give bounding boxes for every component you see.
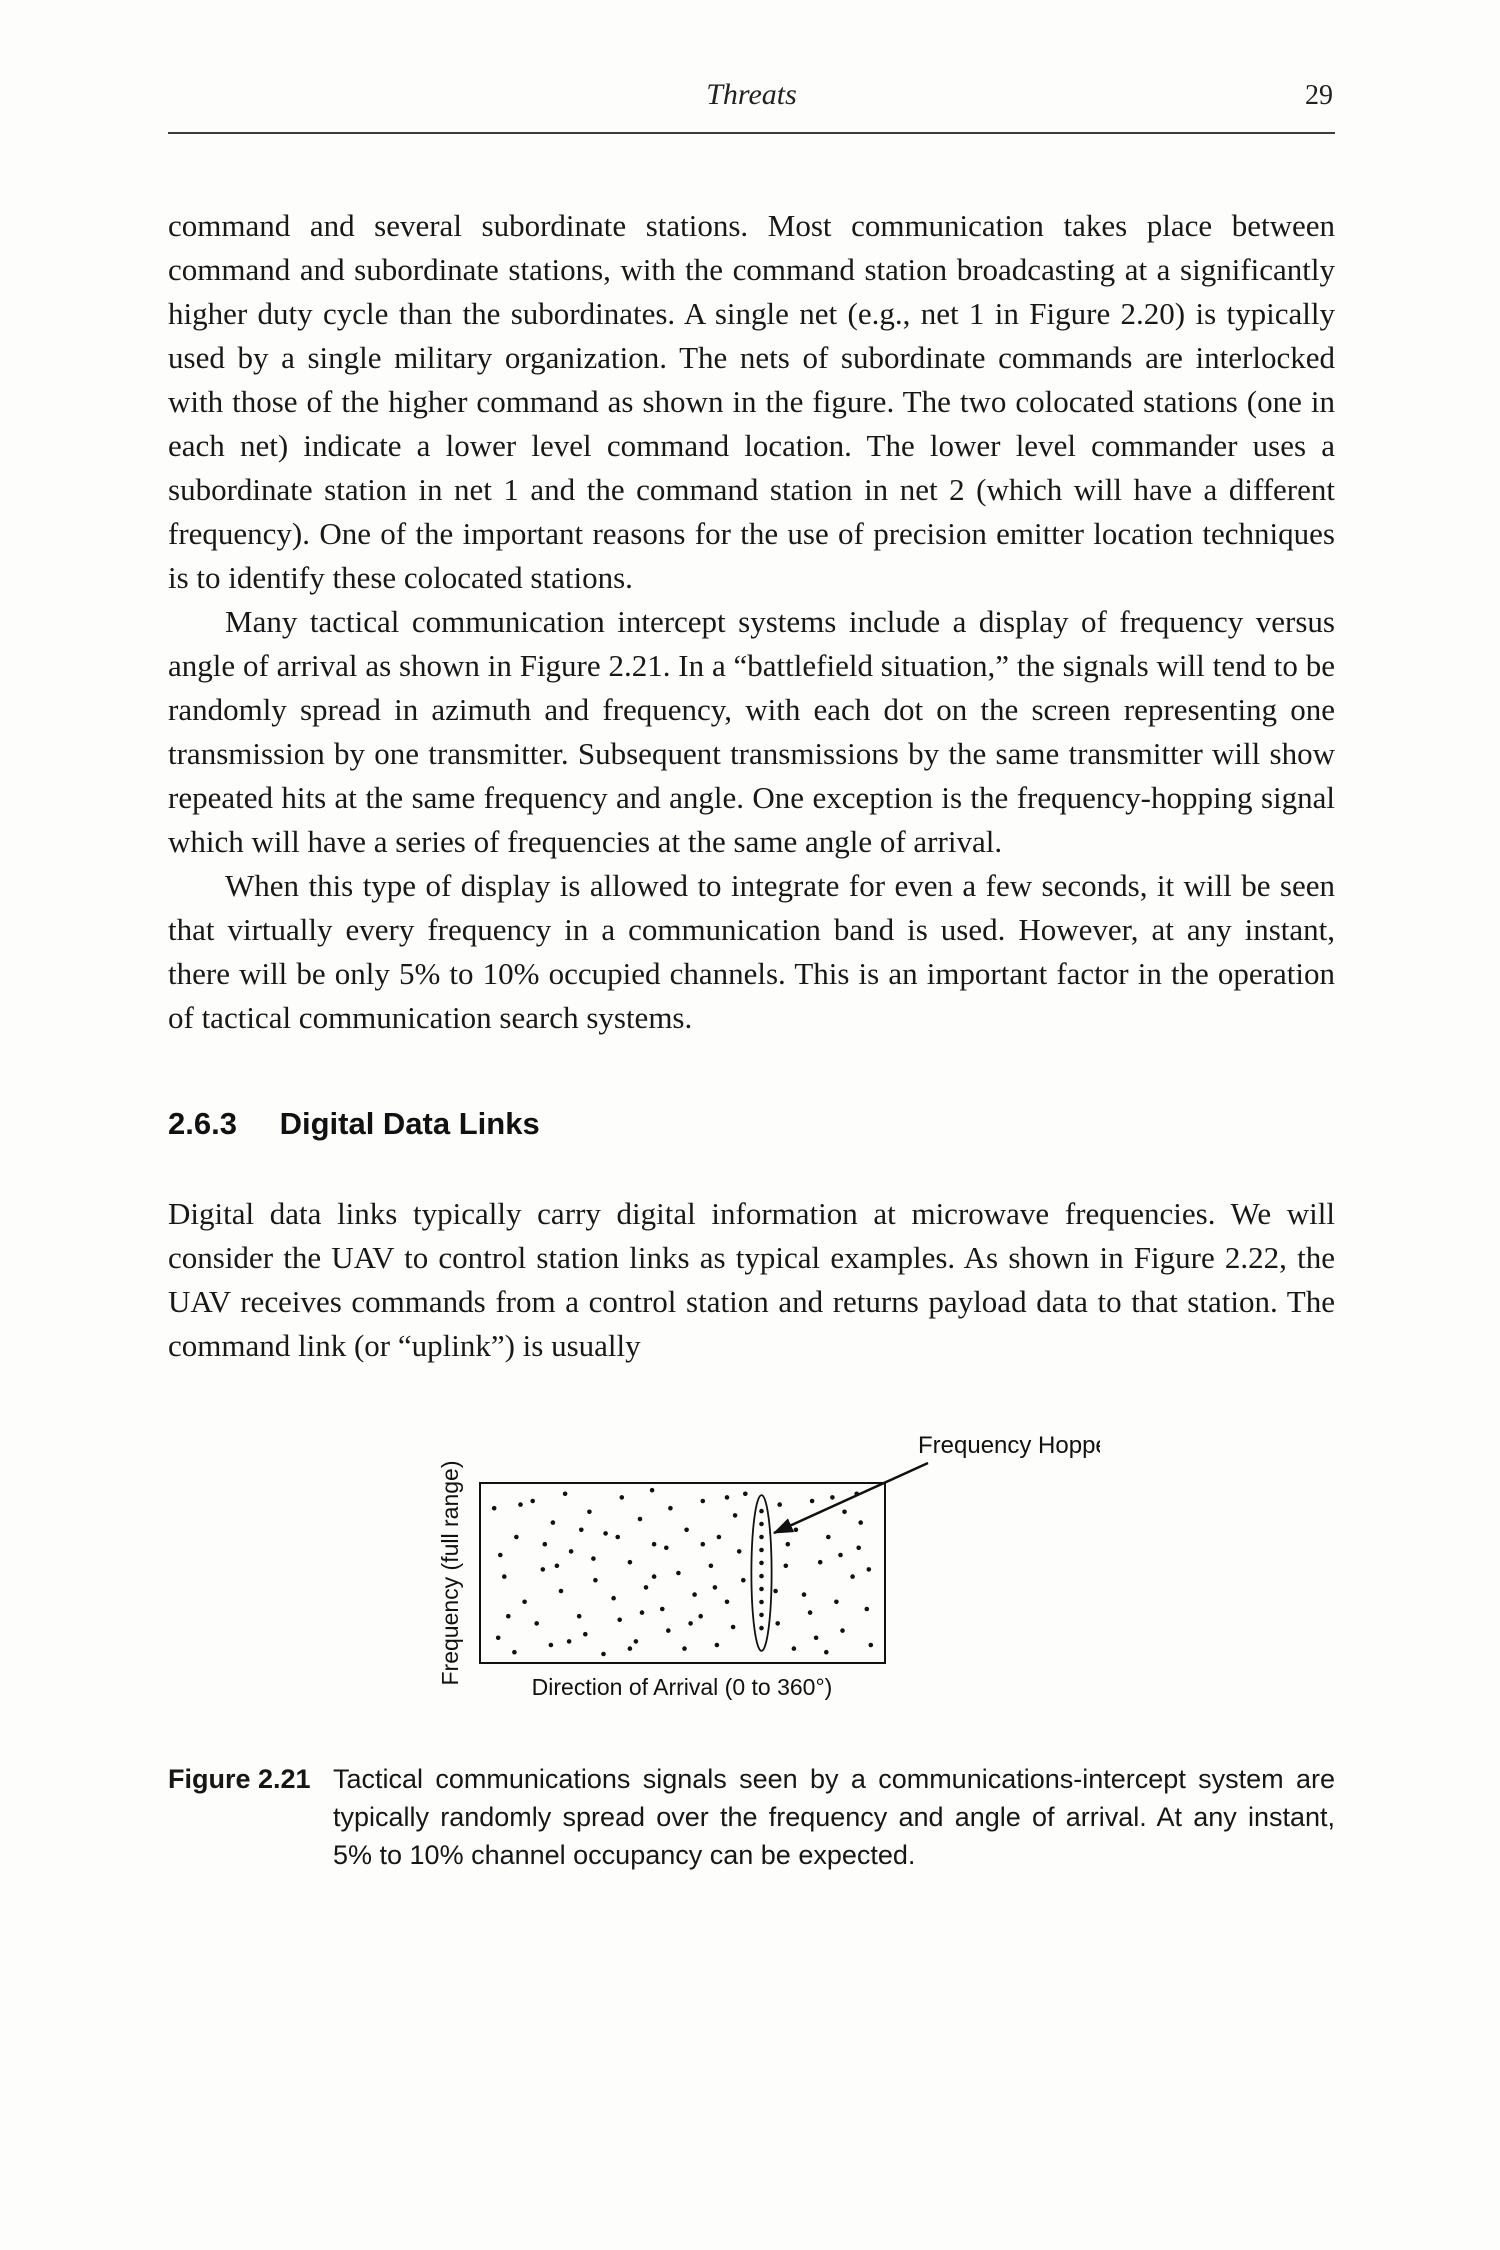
running-title: Threats bbox=[706, 78, 797, 111]
section-number: 2.6.3 bbox=[168, 1106, 237, 1141]
figure-2-21 bbox=[280, 1423, 1335, 1728]
y-axis-label: Frequency (full range) bbox=[437, 1460, 463, 1686]
figure-2-21-chart bbox=[280, 1423, 1100, 1723]
running-head bbox=[168, 78, 1335, 120]
hopper-dots bbox=[759, 1509, 764, 1631]
frequency-hopper-label: Frequency Hopper bbox=[918, 1432, 1100, 1459]
figure-caption bbox=[168, 1760, 1335, 1874]
header-rule bbox=[168, 132, 1335, 134]
paragraph: command and several subordinate stations. Most communication takes place between command and subordinate stations, with the command station broadcasting at a significantly higher duty cycle than the subordinates. A single net (e.g., net 1 in Figure 2.20) is typically used by a single military organization. The nets of subordinate commands are interlocked with those of the higher command as shown in the figure. The two colocated stations (one in each net) indicate a lower level command location. The lower level commander uses a subordinate station in net 1 and the command station in net 2 (which will have a different frequency). One of the important reasons for the use of precision emitter location techniques is to identify these colocated stations. bbox=[168, 208, 1335, 595]
section-heading bbox=[168, 1106, 1335, 1142]
paragraph: Many tactical communication intercept systems include a display of frequency versus angle of arrival as shown in Figure 2.21. In a “battlefield situation,” the signals will tend to be randomly spread in azimuth and frequency, with each dot on the screen representing one transmission by one transmitter. Subsequent transmissions by the same transmitter will show repeated hits at the same frequency and angle. One exception is the frequency-hopping signal which will have a series of frequencies at the same angle of arrival. bbox=[168, 604, 1335, 859]
section-title: Digital Data Links bbox=[279, 1106, 540, 1141]
page-number: 29 bbox=[1305, 80, 1333, 111]
x-axis-label: Direction of Arrival (0 to 360°) bbox=[531, 1674, 833, 1700]
paragraph: Digital data links typically carry digital information at microwave frequencies. We will consider the UAV to control station links as typical examples. As shown in Figure 2.22, the UAV receives commands from a control station and returns payload data to that station. The command link (or “uplink”) is usually bbox=[168, 1196, 1335, 1363]
body-text bbox=[168, 204, 1335, 1368]
figure-caption-text: Tactical communications signals seen by a communications-intercept system are typically randomly spread over the frequency and angle of arrival. At any instant, 5% to 10% channel occupancy can be expected. bbox=[333, 1764, 1335, 1870]
figure-caption-label: Figure 2.21 bbox=[168, 1764, 311, 1794]
paragraph: When this type of display is allowed to integrate for even a few seconds, it will be seen that virtually every frequency in a communication band is used. However, at any instant, there will be only 5% to 10% occupied channels. This is an important factor in the operation of tactical communication search systems. bbox=[168, 868, 1335, 1035]
hopper-arrow bbox=[774, 1463, 928, 1533]
